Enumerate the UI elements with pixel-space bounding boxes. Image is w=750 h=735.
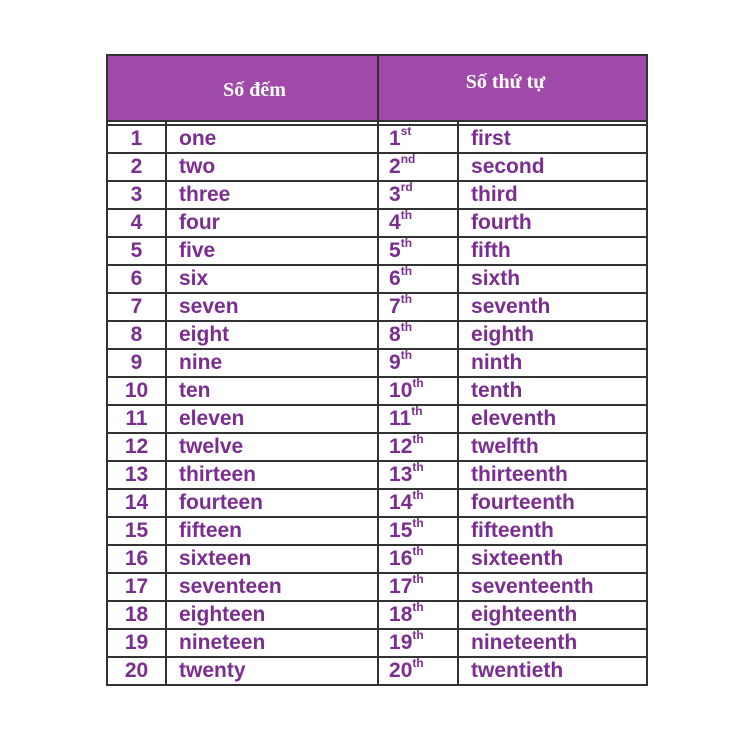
cardinal-word: seventeen <box>166 573 378 601</box>
ordinal-word: nineteenth <box>458 629 647 657</box>
ordinal-word: first <box>458 125 647 153</box>
cardinal-number: 14 <box>107 489 166 517</box>
ordinal-number <box>378 153 458 181</box>
table-row <box>107 545 647 573</box>
ordinal-word: second <box>458 153 647 181</box>
ordinal-digits: 2 <box>389 155 401 178</box>
cardinal-header-label: Số đếm <box>223 78 286 101</box>
ordinal-suffix: th <box>400 209 413 222</box>
ordinal-suffix: th <box>400 265 413 278</box>
ordinal-digits: 15 <box>389 519 413 542</box>
ordinal-number <box>378 601 458 629</box>
ordinal-number <box>378 265 458 293</box>
table-row <box>107 601 647 629</box>
ordinal-suffix: th <box>400 293 413 306</box>
cardinal-word: four <box>166 209 378 237</box>
cardinal-word: two <box>166 153 378 181</box>
ordinal-suffix: th <box>400 349 413 362</box>
cardinal-number: 10 <box>107 377 166 405</box>
table-row <box>107 573 647 601</box>
ordinal-digits: 18 <box>389 603 413 626</box>
ordinal-suffix: th <box>400 237 413 250</box>
cardinal-number: 9 <box>107 349 166 377</box>
ordinal-suffix: th <box>412 545 424 558</box>
ordinal-header-label: Số thứ tự <box>465 70 546 93</box>
ordinal-number <box>378 545 458 573</box>
table-row <box>107 181 647 209</box>
table-row <box>107 237 647 265</box>
cardinal-ordinal-table <box>106 54 648 686</box>
ordinal-word: twentieth <box>458 657 647 685</box>
cardinal-word: twenty <box>166 657 378 685</box>
ordinal-suffix: th <box>412 573 424 586</box>
cardinal-number: 7 <box>107 293 166 321</box>
cardinal-word: eighteen <box>166 601 378 629</box>
ordinal-number <box>378 125 458 153</box>
ordinal-digits: 6 <box>389 267 401 290</box>
table-row <box>107 433 647 461</box>
ordinal-number <box>378 433 458 461</box>
ordinal-digits: 1 <box>389 127 401 150</box>
ordinal-number <box>378 461 458 489</box>
ordinal-digits: 17 <box>389 575 413 598</box>
ordinal-word: eighth <box>458 321 647 349</box>
cardinal-word: nineteen <box>166 629 378 657</box>
ordinal-digits: 9 <box>389 351 401 374</box>
cardinal-word: twelve <box>166 433 378 461</box>
table-row <box>107 489 647 517</box>
ordinal-word: seventh <box>458 293 647 321</box>
ordinal-word: thirteenth <box>458 461 647 489</box>
ordinal-suffix: th <box>412 657 424 670</box>
ordinal-suffix: th <box>412 629 424 642</box>
cardinal-word: fifteen <box>166 517 378 545</box>
ordinal-number <box>378 489 458 517</box>
cardinal-column-header <box>107 55 378 121</box>
ordinal-suffix: st <box>400 125 412 138</box>
table-body <box>107 121 647 685</box>
cardinal-word: thirteen <box>166 461 378 489</box>
table-row <box>107 153 647 181</box>
ordinal-number <box>378 181 458 209</box>
cardinal-word: nine <box>166 349 378 377</box>
ordinal-number <box>378 573 458 601</box>
table-row <box>107 517 647 545</box>
cardinal-word: seven <box>166 293 378 321</box>
cardinal-word: six <box>166 265 378 293</box>
ordinal-number <box>378 629 458 657</box>
table-row <box>107 349 647 377</box>
ordinal-number <box>378 405 458 433</box>
ordinal-word: fourth <box>458 209 647 237</box>
ordinal-digits: 8 <box>389 323 401 346</box>
ordinal-suffix: th <box>412 461 424 474</box>
ordinal-digits: 5 <box>389 239 401 262</box>
ordinal-word: ninth <box>458 349 647 377</box>
ordinal-digits: 3 <box>389 183 401 206</box>
table-row <box>107 265 647 293</box>
cardinal-word: ten <box>166 377 378 405</box>
ordinal-number <box>378 517 458 545</box>
table-row <box>107 461 647 489</box>
ordinal-digits: 7 <box>389 295 401 318</box>
cardinal-number: 16 <box>107 545 166 573</box>
ordinal-number <box>378 237 458 265</box>
cardinal-number: 17 <box>107 573 166 601</box>
table-row <box>107 209 647 237</box>
ordinal-number <box>378 657 458 685</box>
ordinal-digits: 12 <box>389 435 413 458</box>
cardinal-number: 6 <box>107 265 166 293</box>
ordinal-digits: 4 <box>389 211 401 234</box>
ordinal-suffix: th <box>412 517 424 530</box>
cardinal-word: one <box>166 125 378 153</box>
ordinal-word: tenth <box>458 377 647 405</box>
ordinal-digits: 10 <box>389 379 413 402</box>
table-row <box>107 629 647 657</box>
ordinal-digits: 19 <box>389 631 413 654</box>
ordinal-digits: 20 <box>389 659 413 682</box>
cardinal-number: 4 <box>107 209 166 237</box>
cardinal-number: 1 <box>107 125 166 153</box>
ordinal-suffix: th <box>412 433 424 446</box>
ordinal-suffix: th <box>412 601 424 614</box>
cardinal-number: 11 <box>107 405 166 433</box>
table-header-row <box>107 55 647 121</box>
ordinal-number <box>378 377 458 405</box>
table-row <box>107 293 647 321</box>
ordinal-number <box>378 321 458 349</box>
table-row <box>107 321 647 349</box>
ordinal-number <box>378 349 458 377</box>
ordinal-word: seventeenth <box>458 573 647 601</box>
ordinal-digits: 16 <box>389 547 413 570</box>
ordinal-word: sixteenth <box>458 545 647 573</box>
ordinal-word: fourteenth <box>458 489 647 517</box>
cardinal-number: 3 <box>107 181 166 209</box>
cardinal-number: 15 <box>107 517 166 545</box>
ordinal-word: eighteenth <box>458 601 647 629</box>
ordinal-digits: 11 <box>389 407 412 430</box>
ordinal-suffix: rd <box>400 181 413 194</box>
ordinal-number <box>378 209 458 237</box>
cardinal-number: 12 <box>107 433 166 461</box>
ordinal-digits: 13 <box>389 463 413 486</box>
cardinal-word: three <box>166 181 378 209</box>
ordinal-word: fifth <box>458 237 647 265</box>
ordinal-column-header <box>378 55 647 121</box>
ordinal-digits: 14 <box>389 491 413 514</box>
ordinal-word: third <box>458 181 647 209</box>
table-row <box>107 125 647 153</box>
cardinal-number: 2 <box>107 153 166 181</box>
ordinal-word: sixth <box>458 265 647 293</box>
ordinal-word: twelfth <box>458 433 647 461</box>
cardinal-word: eleven <box>166 405 378 433</box>
ordinal-suffix: th <box>412 489 424 502</box>
cardinal-number: 20 <box>107 657 166 685</box>
cardinal-number: 19 <box>107 629 166 657</box>
cardinal-number: 18 <box>107 601 166 629</box>
ordinal-suffix: th <box>411 405 423 418</box>
ordinal-suffix: nd <box>400 153 416 166</box>
cardinal-word: eight <box>166 321 378 349</box>
ordinal-suffix: th <box>412 377 424 390</box>
ordinal-word: eleventh <box>458 405 647 433</box>
cardinal-number: 13 <box>107 461 166 489</box>
cardinal-number: 5 <box>107 237 166 265</box>
ordinal-number <box>378 293 458 321</box>
cardinal-word: sixteen <box>166 545 378 573</box>
cardinal-word: five <box>166 237 378 265</box>
cardinal-number: 8 <box>107 321 166 349</box>
cardinal-word: fourteen <box>166 489 378 517</box>
ordinal-word: fifteenth <box>458 517 647 545</box>
ordinal-suffix: th <box>400 321 413 334</box>
table-row <box>107 377 647 405</box>
table-row <box>107 657 647 685</box>
number-table-container <box>106 54 646 686</box>
table-row <box>107 405 647 433</box>
